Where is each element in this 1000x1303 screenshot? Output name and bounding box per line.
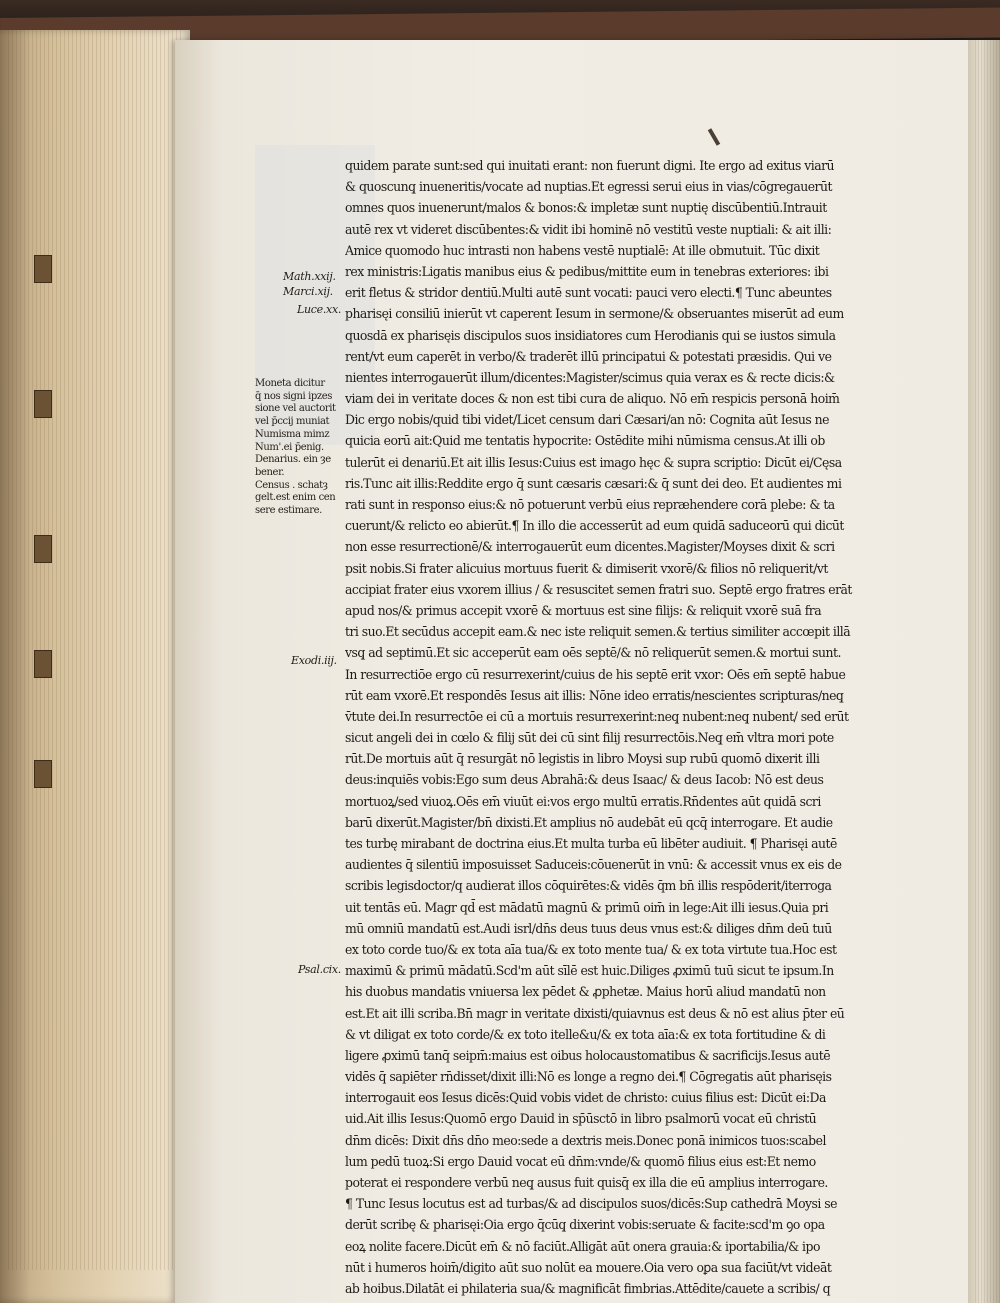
gloss-line: Denarius. ein ȝe [255, 454, 331, 466]
text-line: rūt.De mortuis aūt q̄ resurgāt nō legistis in libro Moysi sup rubū quomō dixerit illi [345, 752, 820, 768]
text-line: ligere ꝓximū tanq̄ seipm̄:maius est oibus holocaustomatibus & sacrificijs.Iesus autē [345, 1048, 831, 1064]
text-line: ris.Tunc ait illis:Reddite ergo q̄ sunt cæsaris cæsari:& q̄ sunt dei deo. Et audientes mi [345, 476, 842, 492]
margin-ref-mark: Marci.xij. [283, 285, 333, 298]
gloss-line: bener. [255, 466, 285, 478]
text-line: nūt i humeros hoim̄/digito aūt suo nolūt ea mouere.Oia vero oꝑa sua faciūt/vt videāt [345, 1260, 832, 1276]
gloss-line: gelt.est enim cen [255, 492, 336, 504]
text-line: psit nobis.Si frater alicuius mortuus fuerit & dimiserit vxorē/& filios nō reliquerit/vt [345, 561, 828, 577]
text-line: In resurrectiōe ergo cū resurrexerint/cuius de his septē erit vxor: Oēs em̄ septē habue [345, 667, 846, 683]
text-line: rūt eam vxorē.Et respondēs Iesus ait illis: Nōne ideo erratis/nescientes scripturas/neq̧ [345, 688, 844, 704]
margin-gloss [255, 378, 355, 518]
thumb-tab [34, 760, 52, 788]
thumb-tab [34, 650, 52, 678]
text-line: uit tentās eū. Magr qd̄ est mādatū magnū & primū oim̄ in lege:Ait illi iesus.Quia pri [345, 900, 829, 916]
text-line: omnes quos inuenerunt/malos & bonos:& impletæ sunt nuptię discūbentiū.Intrauit [345, 201, 827, 217]
text-line: v̄tute dei.In resurrectōe ei cū a mortuis resurrexerint:neq̧ nubent:neq̧ nubent/ sed erūt [345, 709, 849, 725]
text-line: & quoscunq̧ inueneritis/vocate ad nuptias.Et egressi serui eius in vias/cōgregauerūt [345, 180, 832, 196]
text-line: deus:inquiēs vobis:Ego sum deus Abrahā:& deus Isaac/ & deus Iacob: Nō est deus [345, 773, 824, 789]
text-line: Amice quomodo huc intrasti non habens vestē nuptialē: At ille obmutuit. Tūc dixit [345, 243, 820, 259]
margin-ref-exodus: Exodi.iij. [291, 654, 337, 667]
text-line: ex toto corde tuo/& ex tota aīa tua/& ex toto mente tua/ & ex tota virtute tua.Hoc est [345, 942, 837, 958]
text-line: vsq̧ ad septimū.Et sic acceperūt eam oēs septē/& nō reliquerūt semen.& mortui sunt. [345, 646, 841, 662]
text-line: sicut angeli dei in cœlo & filij sūt dei cū sint filij resurrectōis.Neq̧ em̄ vltra mori pote [345, 731, 834, 747]
text-line: nientes interrogauerūt illum/dicentes:Magister/scimus quia verax es & recte dicis:& [345, 370, 835, 386]
text-line: cuerunt/& relicto eo abierūt.¶ In illo die accesserūt ad eum quidā saduceorū qui dicūt [345, 519, 844, 535]
gloss-line: sione vel auctorit [255, 403, 336, 415]
main-text-column [345, 156, 910, 1297]
text-line: audientes q̄ silentiū imposuisset Saduceis:cōuenerūt in vnū: & accessit vnus ex eis de [345, 858, 842, 874]
text-line: derūt scribę & pharisęi:Oia ergo q̄cūq̧ dixerint vobis:seruate & facite:scd'm ꝯo opa [345, 1218, 825, 1234]
text-line: & vt diligat ex toto corde/& ex toto itelle&u/& ex tota aīa:& ex tota fortitudine & di [345, 1027, 826, 1043]
text-line: interrogauit eos Iesus dicēs:Quid vobis videt de christo: cuius filius est: Dicūt ei:Da [345, 1091, 826, 1107]
text-line: rent/vt eum caperēt in verbo/& traderēt illū principatui & potestati præsidis. Qui ve [345, 349, 832, 365]
text-line: eoꝝ nolite facere.Dicūt em̄ & nō faciūt.Alligāt aūt onera grauia:& iportabilia/& ipo [345, 1239, 820, 1255]
text-line: rex ministris:Ligatis manibus eius & pedibus/mittite eum in tenebras exteriores: ibi [345, 264, 829, 280]
text-line: est.Et ait illi scriba.Bn̄ magr in veritate dixisti/quiavnus est deus & nō est alius p̄ter eū [345, 1006, 845, 1022]
text-line: barū dixerūt.Magister/bn̄ dixisti.Et amplius nō audebāt eū qcq̄ interrogare. Et audie [345, 815, 833, 831]
gloss-line: q̄ nos signi ipzes [255, 390, 333, 402]
text-line: tulerūt ei denariū.Et ait illis Iesus:Cuius est imago hęc & supra scriptio: Dicūt ei/Cęsa [345, 455, 842, 471]
thumb-tab [34, 535, 52, 563]
text-line: Dic ergo nobis/quid tibi videt/Licet censum dari Cæsari/an nō: Cognita aūt Iesus ne [345, 413, 829, 429]
text-line: autē rex vt videret discūbentes:& vidit ibi hominē nō vestitū veste nuptiali: & ait illi: [345, 222, 832, 238]
text-line: ab hoibus.Dilatāt ei philateria sua/& magnificāt fimbrias.Attēdite/cauete a scribis/ q [345, 1281, 831, 1297]
thumb-tab [34, 255, 52, 283]
text-line: ¶ Tunc Iesus locutus est ad turbas/& ad discipulos suos/dicēs:Sup cathedrā Moysi se [345, 1197, 837, 1213]
text-line: pharisęi consiliū inierūt vt caperent Iesum in sermone/& obseruantes miserūt ad eum [345, 307, 844, 323]
gloss-line: Moneta dicitur [255, 378, 325, 389]
text-line: mū omniū mandatū est.Audi isrl/dn̄s deus tuus deus vnus est:& diliges dn̄m deū tuū [345, 921, 832, 937]
gloss-line: Numisma mimz [255, 428, 330, 440]
text-line: lum pedū tuoꝝ:Si ergo Dauid vocat eū dn̄m:vnde/& quomō filius eius est:Et nemo [345, 1154, 816, 1170]
text-line: quidem parate sunt:sed qui inuitati erant: non fuerunt digni. Ite ergo ad exitus viarū [345, 159, 835, 174]
text-line: mortuoꝝ/sed viuoꝝ.Oēs em̄ viuūt ei:vos ergo multū erratis.Rn̄dentes aūt quidā scri [345, 794, 821, 810]
next-page-edges [975, 40, 1000, 1303]
page-edges-shadow [0, 30, 30, 1303]
text-line: erit fletus & stridor dentiū.Multi autē sunt vocati: pauci vero electi.¶ Tunc abeuntes [345, 286, 832, 302]
gloss-line: Census . schatȝ [255, 479, 328, 491]
text-line: quosdā ex pharisęis discipulos suos insidiatores cum Herodianis qui se iustos simula [345, 328, 836, 344]
text-line: accipiat frater eius vxorem illius / & resuscitet semen fratri suo. Septē ergo fratres erāt [345, 582, 852, 598]
text-line: uid.Ait illis Iesus:Quomō ergo Dauid in sp̄ūsctō in libro psalmorū vocat eū christū [345, 1112, 817, 1128]
text-line: rati sunt in responso eius:& nō potuerunt verbū eius repræhendere corā plebe: & ta [345, 498, 835, 513]
text-line: apud nos/& primus accepit vxorē & mortuus est sine filijs: & reliquit vxorē suā fra [345, 603, 822, 619]
margin-ref-matthew: Math.xxij. [283, 270, 336, 283]
gloss-line: vel p̄ccij muniat [255, 416, 330, 428]
margin-ref-psalm: Psal.cix. [298, 963, 342, 976]
gloss-line: Num'.ei p̄enig. [255, 441, 324, 453]
text-line: poterat ei respondere verbū neq̧ ausus fuit quisq̄ ex illa die eū amplius interrogare. [345, 1176, 828, 1191]
thumb-tab [34, 390, 52, 418]
text-line: his duobus mandatis vniuersa lex pēdet & ꝓphetæ. Maius horū aliud mandatū non [345, 985, 826, 1001]
gloss-line: sere estimare. [255, 505, 322, 517]
margin-ref-luke: Luce.xx. [297, 303, 342, 316]
text-line: maximū & primū mādatū.Scd'm aūt sīlē est huic.Diliges ꝓximū tuū sicut te ipsum.In [345, 964, 834, 980]
text-line: scribis legisdoctor/q audierat illos cōquirētes:& vidēs q̄m bn̄ illis respōderit/iterroga [345, 879, 832, 895]
text-line: tes turbę mirabant de doctrina eius.Et multa turba eū libēter audiuit. ¶ Pharisęi autē [345, 837, 837, 852]
text-line: dn̄m dicēs: Dixit dn̄s dn̄o meo:sede a dextris meis.Donec ponā inimicos tuos:scabel [345, 1133, 826, 1149]
text-line: vidēs q̄ sapiēter rn̄disset/dixit illi:Nō es longe a regno dei.¶ Cōgregatis aūt pharisęis [345, 1070, 832, 1086]
text-line: viam dei in veritate doces & non est tibi cura de aliquo. Nō em̄ respicis personā hoim̄ [345, 392, 840, 408]
text-line: non esse resurrectionē/& interrogauerūt eum dicentes.Magister/Moyses dixit & scri [345, 540, 835, 556]
text-line: quicia eorū ait:Quid me tentatis hypocrite: Ostēdite mihi nūmisma census.At illi ob [345, 434, 825, 450]
text-line: tri suo.Et secūdus accepit eam.& nec iste reliquit semen.& tertius similiter accœpit illā [345, 625, 851, 641]
